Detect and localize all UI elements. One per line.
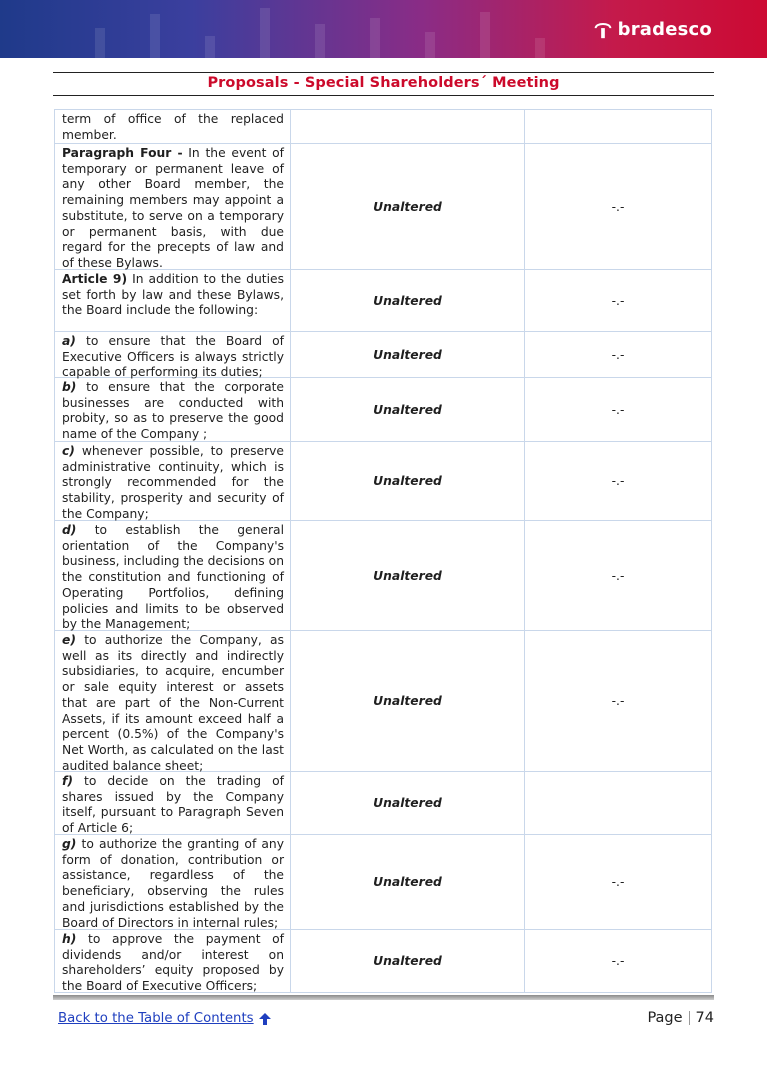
justification-cell: -.-	[611, 347, 625, 362]
proposed-text-cell: Unaltered	[291, 772, 525, 834]
clause-text: to authorize the Company, as well as its directly and indirectly subsidiaries, to acquire, encumber or sale equity interest or assets that are part of the Non-Current Assets, if its amount exceed half a percent (0.5%) of the Company's Net Worth, as calculated on the last audited balance sheet;	[62, 633, 284, 773]
clause-text: whenever possible, to preserve administrative continuity, which is strongly recommended for the stability, prosperity and security of the Company;	[62, 444, 284, 521]
page-number	[647, 1010, 714, 1026]
proposed-text-cell	[291, 110, 525, 143]
proposed-text-cell: Unaltered	[291, 521, 525, 630]
clause-label: d)	[62, 523, 77, 537]
justification-cell: -.-	[611, 954, 625, 968]
table-row	[55, 110, 711, 143]
current-text-cell	[55, 442, 291, 520]
justification-cell: -.-	[611, 293, 625, 308]
clause-label: a)	[62, 334, 76, 348]
back-to-toc-link[interactable]	[58, 1011, 272, 1026]
current-text-cell	[55, 378, 291, 441]
current-text-cell	[55, 631, 291, 771]
proposed-text-cell: Unaltered	[291, 930, 525, 992]
page-separator	[689, 1011, 690, 1025]
page-number-value: 74	[695, 1010, 714, 1026]
clause-label: Paragraph Four -	[62, 146, 183, 160]
justification-cell: -.-	[611, 402, 625, 417]
table-row	[55, 331, 711, 380]
current-text-cell	[55, 270, 291, 331]
proposed-text-cell: Unaltered	[291, 144, 525, 269]
justification-cell	[525, 772, 711, 834]
bradesco-logo-icon	[592, 18, 614, 40]
current-text-cell	[55, 110, 291, 143]
proposed-text-cell: Unaltered	[291, 378, 525, 441]
table-row	[55, 929, 711, 992]
clause-label: Article 9)	[62, 272, 128, 286]
brand-logo	[592, 18, 712, 40]
clause-label: g)	[62, 837, 77, 851]
justification-cell: -.-	[611, 474, 625, 488]
clause-label: f)	[62, 774, 73, 788]
proposed-text-cell: Unaltered	[291, 835, 525, 929]
proposed-text-cell: Unaltered	[291, 442, 525, 520]
justification-cell: -.-	[611, 568, 625, 583]
current-text-cell	[55, 144, 291, 269]
clause-text: to ensure that the corporate businesses are conducted with probity, so as to preserve the good name of the Company ;	[62, 380, 284, 442]
clause-text: to ensure that the Board of Executive Officers is always strictly capable of performing its duties;	[62, 334, 284, 380]
table-row	[55, 520, 711, 630]
current-text-cell	[55, 772, 291, 834]
current-text-cell	[55, 332, 291, 380]
table-row	[55, 377, 711, 441]
justification-cell	[525, 110, 711, 143]
justification-cell: -.-	[611, 199, 625, 214]
clause-label: b)	[62, 380, 77, 394]
clause-text: In addition to the duties set forth by law and these Bylaws, the Board include the following:	[62, 272, 284, 318]
clause-label: h)	[62, 932, 77, 946]
clause-label: c)	[62, 444, 75, 458]
clause-text: to approve the payment of dividends and/or interest on shareholders’ equity proposed by the Board of Executive Officers;	[62, 932, 284, 994]
clause-text: to authorize the granting of any form of donation, contribution or assistance, regardless of the beneficiary, observing the rules and jurisdictions established by the Board of Directors in internal rules;	[62, 837, 284, 930]
footer-rule	[53, 995, 714, 1000]
page-label: Page	[647, 1010, 683, 1026]
justification-cell: -.-	[611, 875, 625, 889]
title-rule-top	[53, 72, 714, 73]
table-row	[55, 269, 711, 331]
clause-label: e)	[62, 633, 76, 647]
current-text-cell	[55, 521, 291, 630]
proposals-table	[54, 109, 712, 993]
table-row	[55, 834, 711, 929]
brand-name: bradesco	[617, 18, 712, 40]
back-to-toc-label: Back to the Table of Contents	[58, 1011, 254, 1026]
table-row	[55, 441, 711, 520]
clause-text: to decide on the trading of shares issued by the Company itself, pursuant to Paragraph Seven of Article 6;	[62, 774, 284, 836]
clause-text: term of office of the replaced member.	[62, 112, 284, 142]
title-rule-bottom	[53, 95, 714, 96]
proposed-text-cell: Unaltered	[291, 270, 525, 331]
table-row	[55, 143, 711, 269]
header-banner	[0, 0, 767, 58]
arrow-up-icon	[258, 1012, 272, 1026]
proposed-text-cell: Unaltered	[291, 332, 525, 377]
current-text-cell	[55, 835, 291, 929]
table-row	[55, 771, 711, 834]
current-text-cell	[55, 930, 291, 992]
clause-text: to establish the general orientation of the Company's business, including the decisions on the constitution and functioning of Operating Portfolios, defining policies and limits to be observed by the Management;	[62, 523, 284, 632]
justification-cell: -.-	[611, 694, 625, 708]
page-title: Proposals - Special Shareholders´ Meeting	[207, 75, 560, 91]
clause-text: In the event of temporary or permanent leave of any other Board member, the remaining members may appoint a substitute, to serve on a temporary or permanent basis, with due regard for the precepts of law and of these Bylaws.	[62, 146, 284, 270]
proposed-text-cell: Unaltered	[291, 631, 525, 771]
table-row	[55, 630, 711, 771]
